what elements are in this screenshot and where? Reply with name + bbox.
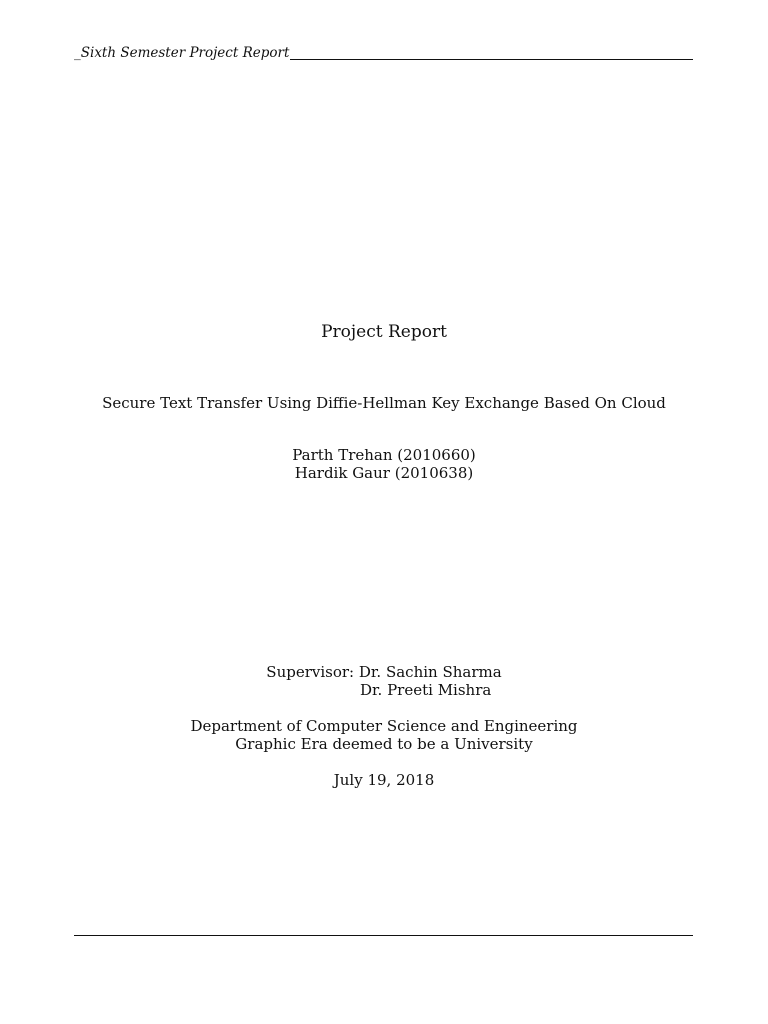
author-name: Hardik Gaur (2010638) bbox=[294, 464, 474, 482]
supervisor-line: Supervisor: Dr. Sachin Sharma bbox=[266, 663, 502, 681]
department-name: Department of Computer Science and Engineering bbox=[190, 717, 578, 735]
author-name: Parth Trehan (2010660) bbox=[292, 446, 476, 464]
header-prefix: _ bbox=[74, 45, 81, 61]
report-title: Project Report bbox=[321, 322, 447, 342]
header-text: Sixth Semester Project Report bbox=[80, 45, 290, 61]
page-header bbox=[74, 43, 693, 61]
footer-rule bbox=[74, 935, 693, 936]
header-rule bbox=[290, 59, 693, 60]
project-title: Secure Text Transfer Using Diffie-Hellman Key Exchange Based On Cloud bbox=[102, 394, 666, 412]
report-date: July 19, 2018 bbox=[333, 771, 435, 789]
co-supervisor-line: Dr. Preeti Mishra bbox=[360, 681, 492, 699]
university-name: Graphic Era deemed to be a University bbox=[235, 735, 533, 753]
